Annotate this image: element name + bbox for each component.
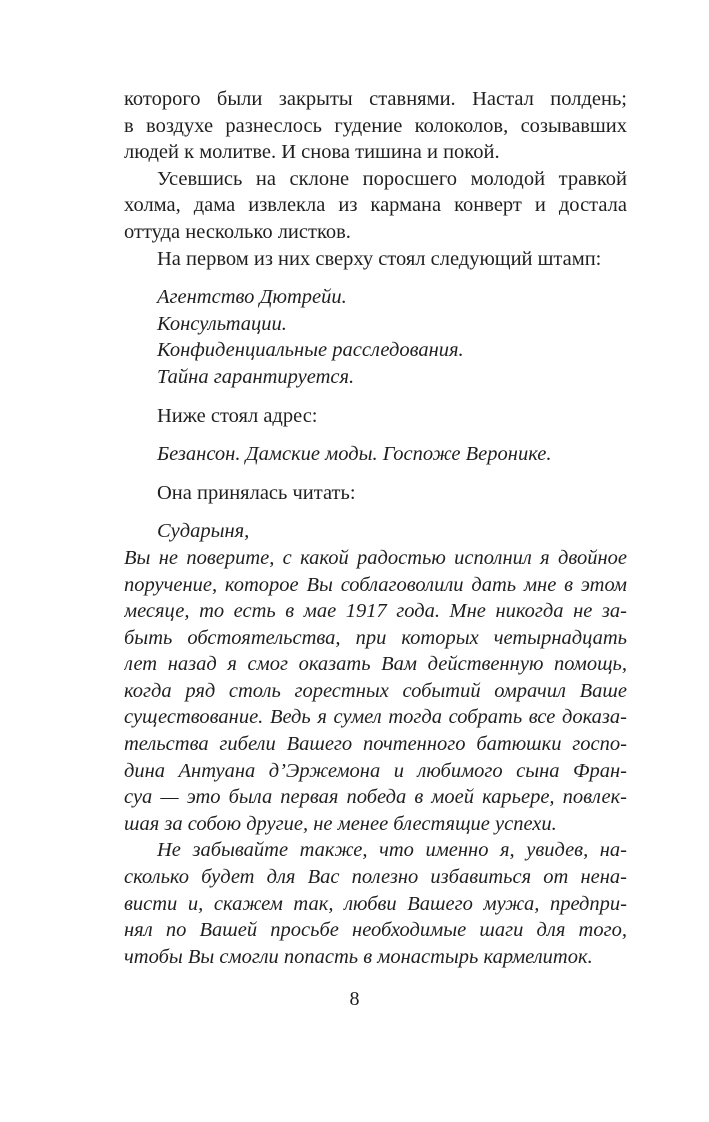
letter-line: суа — это была первая победа в моей карьере, повлек- [124,786,627,809]
letter-line: Не забывайте также, что именно я, увидев, на- [157,839,627,862]
letter-paragraph-2 [124,837,627,970]
letter-line: дина Антуана д’Эржемона и любимого сына Фран- [124,759,627,782]
text-line: в воздухе разнеслось гудение колоколов, созывавших [124,114,627,137]
letter-salutation: Сударыня, [157,520,250,543]
letter [124,518,627,970]
text-line: которого были закрыты ставнями. Настал полдень; [124,88,627,110]
paragraph-2 [124,166,627,246]
spacer [124,506,627,518]
letter-line: нял по Вашей просьбе необходимые шаги для того, [124,919,627,942]
letter-line: поручение, которое Вы соблаговолили дать мне в этом [124,573,627,596]
stamp-line: Тайна гарантируется. [157,365,355,388]
letter-line: чтобы Вы смогли попасть в монастырь кармелиток. [124,945,593,968]
address-line: Безансон. Дамские моды. Госпоже Веронике. [157,443,552,466]
stamp-block [124,284,627,390]
spacer [124,272,627,284]
letter-line: шая за собою другие, не менее блестящие успехи. [124,812,557,835]
text-line: На первом из них сверху стоял следующий штамп: [157,247,602,270]
text-line: оттуда несколько листков. [124,220,351,243]
letter-line: тельства гибели Вашего почтенного батюшки госпо- [124,733,627,756]
text-line: Она принялась читать: [157,481,356,504]
spacer [124,391,627,403]
letter-line: когда ряд столь горестных событий омрачил Ваше [124,679,627,702]
paragraph-4 [124,403,627,430]
text-line: Усевшись на склоне поросшего молодой травкой [157,167,627,190]
letter-line: сколько будет для Вас полезно избавиться от нена- [124,866,627,889]
paragraph-1 [124,86,627,166]
paragraph-5 [124,480,627,507]
page-number: 8 [349,988,360,1010]
letter-line: быть обстоятельства, при которых четырнадцать [124,626,627,649]
letter-line: месяце, то есть в мае 1917 года. Мне никогда не за- [124,600,627,623]
stamp-line: Конфиденциальные расследования. [157,339,464,362]
paragraph-3 [124,246,627,273]
letter-line: существование. Ведь я сумел тогда собрать все доказа- [124,706,627,729]
text-line: холма, дама извлекла из кармана конверт и достала [124,194,627,217]
stamp-line: Консультации. [157,312,287,335]
address-block [124,441,627,468]
page-text [124,86,627,970]
spacer [124,468,627,480]
text-line: Ниже стоял адрес: [157,404,318,427]
stamp-line: Агентство Дютрейи. [157,286,347,309]
letter-paragraph-1 [124,545,627,838]
letter-line: висти и, скажем так, любви Вашего мужа, предпри- [124,892,627,915]
text-line: людей к молитве. И снова тишина и покой. [124,141,500,164]
letter-line: лет назад я смог оказать Вам действенную помощь, [124,653,627,676]
letter-line: Вы не поверите, с какой радостью исполнил я двойное [124,546,627,569]
spacer [124,429,627,441]
